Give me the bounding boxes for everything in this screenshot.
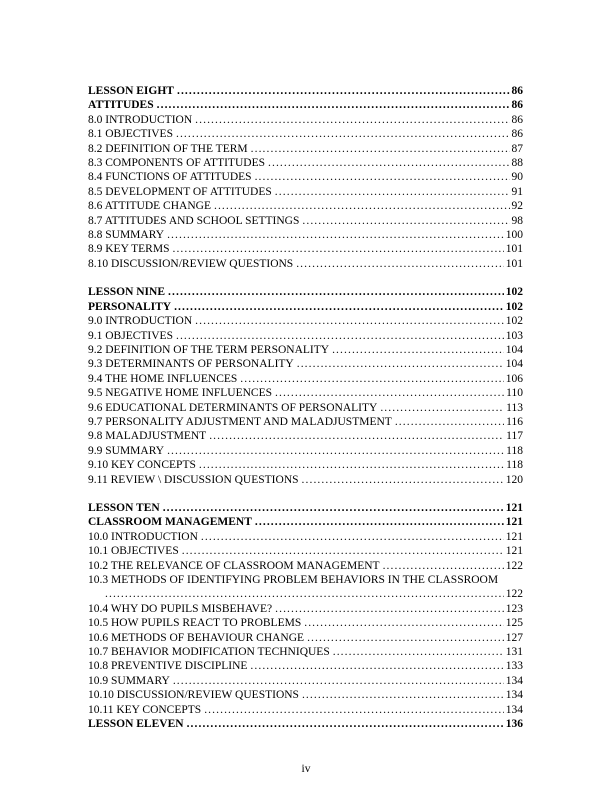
toc-entry[interactable]	[88, 329, 523, 343]
toc-leader-dots	[167, 228, 504, 242]
toc-entry-page: 136	[505, 718, 523, 731]
toc-entry[interactable]	[88, 544, 523, 558]
toc-entry-page: 86	[511, 113, 523, 126]
toc-entry-label: LESSON ELEVEN	[88, 718, 184, 731]
toc-entry[interactable]	[88, 616, 523, 630]
toc-leader-dots	[296, 257, 504, 271]
toc-entry[interactable]	[88, 300, 523, 314]
toc-entry-page: 116	[506, 415, 523, 428]
toc-leader-dots	[195, 113, 509, 127]
toc-leader-dots	[332, 343, 504, 357]
toc-leader-dots	[163, 501, 504, 515]
toc-leader-dots	[297, 357, 504, 371]
toc-entry[interactable]	[88, 473, 523, 487]
toc-entry-label: LESSON NINE	[88, 286, 166, 299]
toc-entry[interactable]	[88, 688, 523, 702]
toc-leader-dots	[182, 544, 504, 558]
toc-entry-page: 101	[505, 243, 523, 256]
toc-entry[interactable]	[88, 257, 523, 271]
toc-leader-dots	[251, 142, 510, 156]
toc-entry-label: 9.0 INTRODUCTION	[88, 315, 193, 328]
toc-entry[interactable]	[88, 142, 523, 156]
toc-entry-page: 86	[511, 99, 523, 112]
toc-leader-dots	[187, 717, 504, 731]
toc-leader-dots	[302, 473, 504, 487]
toc-entry[interactable]	[88, 156, 523, 170]
toc-entry[interactable]	[88, 631, 523, 645]
toc-entry-page: 131	[505, 646, 523, 659]
toc-entry-label: 10.5 HOW PUPILS REACT TO PROBLEMS	[88, 617, 302, 630]
toc-entry[interactable]	[88, 444, 523, 458]
toc-leader-dots	[383, 559, 504, 573]
toc-entry-page: 88	[511, 157, 523, 170]
toc-entry-page: 113	[506, 401, 523, 414]
toc-entry-page: 101	[505, 257, 523, 270]
toc-entry[interactable]	[88, 559, 523, 573]
toc-entry-page: 125	[505, 617, 523, 630]
toc-entry-label: 9.4 THE HOME INFLUENCES	[88, 372, 238, 385]
toc-entry[interactable]	[88, 703, 523, 717]
toc-leader-dots	[168, 285, 504, 299]
toc-entry-label: 9.3 DETERMINANTS OF PERSONALITY	[88, 358, 294, 371]
toc-entry-page: 110	[506, 387, 523, 400]
toc-leader-dots	[209, 429, 504, 443]
toc-entry[interactable]	[88, 314, 523, 328]
toc-entry-page: 86	[511, 85, 523, 97]
toc-entry-label: 10.6 METHODS OF BEHAVIOUR CHANGE	[88, 631, 305, 644]
toc-leader-dots	[380, 401, 504, 415]
toc-entry-label: 10.11 KEY CONCEPTS	[88, 703, 202, 716]
toc-entry-label: 8.7 ATTITUDES AND SCHOOL SETTINGS	[88, 214, 300, 227]
toc-entry-label: 9.1 OBJECTIVES	[88, 329, 173, 342]
toc-entry[interactable]	[88, 674, 523, 688]
toc-entry-label: 8.6 ATTITUDE CHANGE	[88, 200, 211, 213]
toc-entry[interactable]	[88, 501, 523, 515]
toc-entry-label: 8.10 DISCUSSION/REVIEW QUESTIONS	[88, 257, 294, 270]
toc-entry[interactable]	[88, 602, 523, 616]
toc-leader-dots	[275, 185, 510, 199]
toc-entry-page: 102	[505, 315, 523, 328]
toc-entry-page: 90	[511, 171, 523, 184]
toc-entry[interactable]	[88, 343, 523, 357]
toc-leader-dots	[302, 214, 509, 228]
toc-entry-label: 8.2 DEFINITION OF THE TERM	[88, 142, 248, 155]
table-of-contents	[88, 84, 523, 731]
toc-entry-page: 123	[505, 602, 523, 615]
toc-entry-page: 91	[511, 185, 523, 198]
toc-entry-label: 10.7 BEHAVIOR MODIFICATION TECHNIQUES	[88, 646, 330, 659]
toc-leader-dots	[201, 530, 504, 544]
toc-entry-page: 87	[511, 142, 523, 155]
toc-entry[interactable]	[88, 185, 523, 199]
toc-leader-dots	[173, 674, 504, 688]
toc-entry-page: 122	[505, 559, 523, 572]
toc-leader-dots	[333, 645, 504, 659]
toc-entry[interactable]	[88, 458, 523, 472]
toc-entry-page: 133	[505, 660, 523, 673]
toc-entry[interactable]	[88, 242, 523, 256]
toc-entry[interactable]	[88, 717, 523, 731]
toc-entry-page: 127	[505, 631, 523, 644]
toc-entry-page: 121	[505, 516, 523, 529]
toc-entry[interactable]	[88, 170, 523, 184]
toc-entry-page: 121	[505, 545, 523, 558]
page-number-footer: iv	[301, 763, 311, 775]
toc-entry-label: 8.0 INTRODUCTION	[88, 113, 193, 126]
toc-entry-label: LESSON TEN	[88, 501, 160, 514]
toc-entry[interactable]	[88, 573, 523, 602]
toc-entry-label: 9.8 MALADJUSTMENT	[88, 430, 207, 443]
toc-section	[88, 501, 523, 732]
toc-entry-page: 134	[505, 703, 523, 716]
toc-entry-label: CLASSROOM MANAGEMENT	[88, 516, 252, 529]
toc-entry[interactable]	[88, 285, 523, 299]
toc-entry-page: 118	[506, 459, 523, 472]
toc-leader-dots	[105, 587, 504, 601]
toc-entry-page: 117	[506, 430, 523, 443]
toc-entry[interactable]	[88, 645, 523, 659]
toc-leader-dots	[214, 199, 510, 213]
toc-entry-label: 8.5 DEVELOPMENT OF ATTITUDES	[88, 185, 272, 198]
toc-entry-label: 8.4 FUNCTIONS OF ATTITUDES	[88, 171, 252, 184]
toc-entry-label: 10.0 INTRODUCTION	[88, 530, 198, 543]
toc-entry-label: 10.1 OBJECTIVES	[88, 545, 179, 558]
toc-leader-dots	[307, 631, 504, 645]
toc-entry-page: 122	[505, 588, 523, 601]
toc-entry-label: 8.8 SUMMARY	[88, 229, 165, 242]
toc-entry-page: 120	[505, 473, 523, 486]
toc-entry[interactable]	[88, 372, 523, 386]
toc-entry-label: 10.3 METHODS OF IDENTIFYING PROBLEM BEHAVIORS IN THE CLASSROOM	[88, 574, 499, 586]
toc-leader-dots	[275, 602, 504, 616]
toc-entry-label-line	[88, 573, 523, 587]
toc-entry-label: 9.11 REVIEW \ DISCUSSION QUESTIONS	[88, 473, 299, 486]
toc-entry-label: 10.10 DISCUSSION/REVIEW QUESTIONS	[88, 689, 299, 702]
toc-leader-dots	[395, 415, 504, 429]
toc-section	[88, 285, 523, 487]
toc-leader-dots	[174, 300, 504, 314]
toc-entry[interactable]	[88, 515, 523, 529]
toc-entry-label: PERSONALITY	[88, 300, 172, 313]
toc-leader-dots	[302, 688, 504, 702]
toc-entry[interactable]	[88, 199, 523, 213]
toc-leader-dots	[177, 84, 510, 98]
toc-entry-page: 121	[505, 530, 523, 543]
toc-leader-dots	[255, 515, 504, 529]
toc-entry-page: 134	[505, 689, 523, 702]
toc-leader-dots	[199, 458, 504, 472]
toc-entry-label: 9.7 PERSONALITY ADJUSTMENT AND MALADJUSTMENT	[88, 415, 392, 428]
toc-entry-label: 8.1 OBJECTIVES	[88, 128, 173, 141]
toc-entry-label: 9.6 EDUCATIONAL DETERMINANTS OF PERSONALITY	[88, 401, 378, 414]
toc-entry[interactable]	[88, 401, 523, 415]
toc-entry-label: 10.2 THE RELEVANCE OF CLASSROOM MANAGEMENT	[88, 559, 380, 572]
toc-leader-dots	[176, 329, 504, 343]
toc-entry-label: 9.2 DEFINITION OF THE TERM PERSONALITY	[88, 343, 330, 356]
toc-leader-dots	[176, 127, 510, 141]
toc-entry-page: 100	[505, 229, 523, 242]
toc-entry[interactable]	[88, 214, 523, 228]
toc-entry[interactable]	[88, 98, 523, 112]
toc-entry[interactable]	[88, 113, 523, 127]
toc-leader-dots	[195, 314, 504, 328]
toc-leader-dots	[204, 703, 504, 717]
toc-entry-page: 102	[505, 286, 523, 299]
toc-entry[interactable]	[88, 127, 523, 141]
toc-entry-label: 10.4 WHY DO PUPILS MISBEHAVE?	[88, 602, 273, 615]
toc-entry-label: 8.3 COMPONENTS OF ATTITUDES	[88, 157, 265, 170]
toc-leader-dots	[275, 386, 504, 400]
toc-entry-label: 8.9 KEY TERMS	[88, 243, 170, 256]
toc-section	[88, 84, 523, 271]
toc-entry-label: 9.9 SUMMARY	[88, 444, 165, 457]
toc-entry[interactable]	[88, 530, 523, 544]
toc-leader-dots	[255, 170, 510, 184]
toc-entry-label: ATTITUDES	[88, 99, 154, 112]
toc-entry[interactable]	[88, 415, 523, 429]
toc-entry[interactable]	[88, 357, 523, 371]
toc-leader-dots	[268, 156, 510, 170]
toc-entry-page: 98	[511, 214, 523, 227]
toc-leader-dots	[167, 444, 504, 458]
toc-leader-dots	[304, 616, 504, 630]
toc-entry-label: LESSON EIGHT	[88, 85, 174, 97]
toc-entry-label: 10.9 SUMMARY	[88, 674, 170, 687]
toc-entry-label: 9.5 NEGATIVE HOME INFLUENCES	[88, 387, 272, 400]
toc-entry-page: 121	[505, 501, 523, 514]
toc-leader-dots	[157, 98, 510, 112]
toc-entry[interactable]	[88, 228, 523, 242]
toc-entry-page: 134	[505, 674, 523, 687]
toc-leader-dots	[172, 242, 503, 256]
toc-entry-page: 104	[505, 343, 523, 356]
toc-entry-label: 10.8 PREVENTIVE DISCIPLINE	[88, 660, 248, 673]
toc-leader-dots	[240, 372, 503, 386]
toc-entry[interactable]	[88, 386, 523, 400]
toc-entry-page-line	[88, 587, 523, 601]
toc-entry-page: 106	[505, 372, 523, 385]
toc-entry[interactable]	[88, 84, 523, 98]
toc-entry-page: 118	[506, 444, 523, 457]
toc-leader-dots	[250, 659, 503, 673]
toc-entry-page: 102	[505, 300, 523, 313]
toc-entry-page: 92	[511, 200, 523, 213]
toc-entry-page: 103	[505, 329, 523, 342]
toc-entry[interactable]	[88, 659, 523, 673]
toc-entry-label: 9.10 KEY CONCEPTS	[88, 459, 196, 472]
toc-entry-page: 86	[511, 128, 523, 141]
toc-entry[interactable]	[88, 429, 523, 443]
toc-entry-page: 104	[505, 358, 523, 371]
